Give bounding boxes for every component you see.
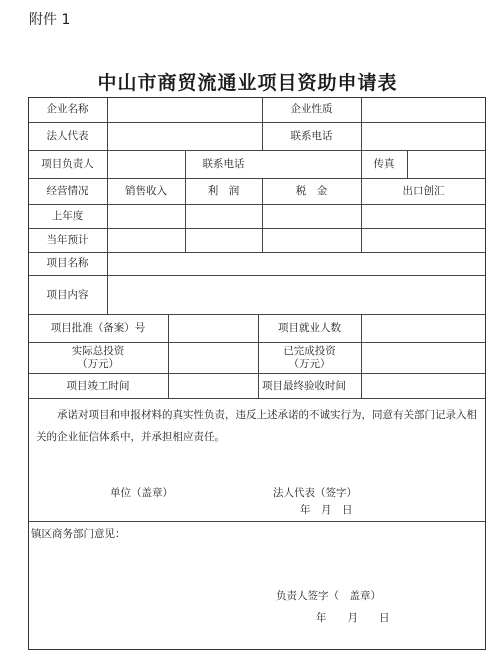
row-divider <box>28 178 486 179</box>
label-sales-revenue: 销售收入 <box>125 185 167 197</box>
row-divider <box>28 150 486 151</box>
row-divider <box>28 122 486 123</box>
label-last-year: 上年度 <box>51 210 84 222</box>
responsible-sign-label: 负责人签字（ 盖章） <box>276 590 381 602</box>
row-divider <box>28 314 486 315</box>
label-project-leader: 项目负责人 <box>41 158 94 170</box>
label-project-content: 项目内容 <box>46 289 89 301</box>
row-divider <box>28 228 486 229</box>
label-completed-investment-unit: （万元） <box>288 358 331 370</box>
row-divider <box>28 398 486 399</box>
label-employment: 项目就业人数 <box>278 322 341 334</box>
row-divider <box>28 204 486 205</box>
pledge-text: 承诺对项目和申报材料的真实性负责，违反上述承诺的不诚实行为，同意有关部门记录入相关的企业征信体系中，并承担相应责任。 <box>36 409 477 443</box>
col-divider <box>107 97 108 314</box>
label-contact-phone-2: 联系电话 <box>202 158 245 170</box>
row-divider <box>28 521 486 522</box>
label-fax: 传真 <box>373 158 395 170</box>
legal-rep-sign-label: 法人代表（签字） <box>273 487 357 499</box>
label-contact-phone: 联系电话 <box>290 130 333 142</box>
label-tax: 税 金 <box>295 185 328 197</box>
department-date: 年 月 日 <box>316 612 390 624</box>
label-project-name: 项目名称 <box>46 257 89 269</box>
label-operations: 经营情况 <box>46 185 89 197</box>
label-company-name: 企业名称 <box>46 103 89 115</box>
row-divider <box>28 342 486 343</box>
label-actual-investment-unit: （万元） <box>77 358 119 370</box>
label-legal-rep: 法人代表 <box>46 130 89 142</box>
label-completed-investment: 已完成投资 <box>283 345 336 357</box>
label-actual-investment: 实际总投资 <box>71 345 125 357</box>
col-divider <box>361 97 362 150</box>
label-completion-time: 项目竣工时间 <box>66 380 130 392</box>
pledge-date: 年 月 日 <box>300 504 353 516</box>
label-company-nature: 企业性质 <box>290 103 333 115</box>
department-opinion-label: 镇区商务部门意见： <box>31 528 126 540</box>
col-divider <box>407 150 408 178</box>
row-divider <box>28 373 486 374</box>
unit-seal-label: 单位（盖章） <box>110 487 173 499</box>
attachment-label: 附件 1 <box>29 12 71 28</box>
label-final-acceptance-time: 项目最终验收时间 <box>262 380 346 392</box>
row-divider <box>28 275 486 276</box>
form-title: 中山市商贸流通业项目资助申请表 <box>97 72 398 94</box>
label-profit: 利 润 <box>207 185 240 197</box>
label-current-year-forecast: 当年预计 <box>46 234 89 246</box>
label-approval-no: 项目批准（备案）号 <box>50 322 146 334</box>
col-divider <box>168 314 169 398</box>
label-export-earnings: 出口创汇 <box>402 185 445 197</box>
row-divider <box>28 252 486 253</box>
col-divider <box>361 314 362 398</box>
